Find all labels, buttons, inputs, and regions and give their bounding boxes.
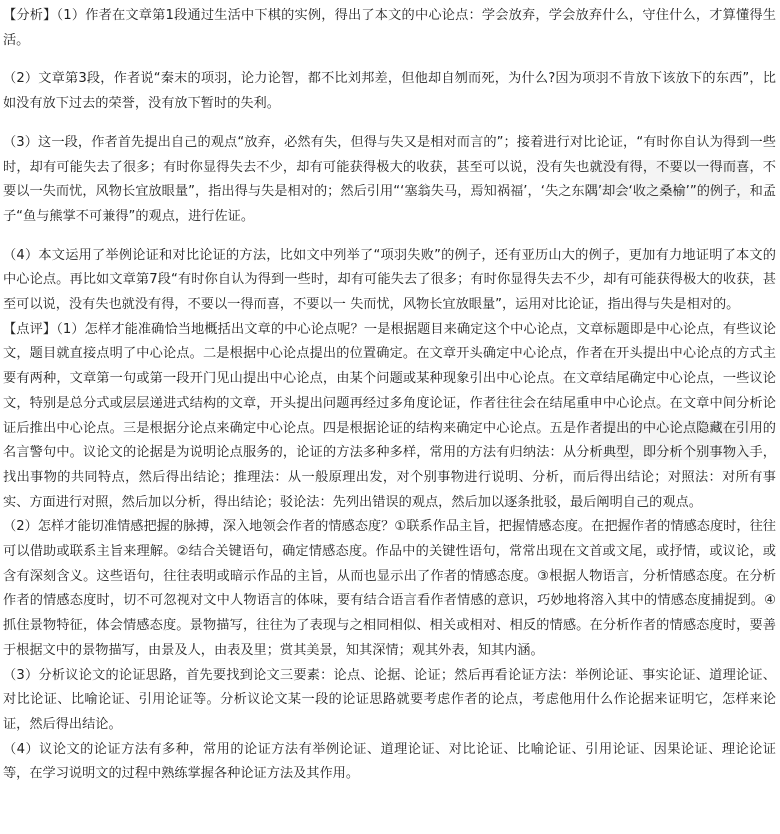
comment-paragraph-1: 【点评】（1）怎样才能准确恰当地概括出文章的中心论点呢？一是根据题目来确定这个中心论点，文章标题即是中心论点，有些议论文，题目就直接点明了中心论点。二是根据中心论点提出的位置确定。在文章开头确定中心论点，作者在开头提出中心论点的方式主要有两种，文章第一句或第一段开门见山提出中心论点，由某个问题或某种现象引出中心论点。在文章结尾确定中心论点，一些议论文，特别是总分式或层层递进式结构的文章，开头提出问题再经过多角度论证，作者往往会在结尾重申中心论点。在文章中间分析论证后推出中心论点。三是根据分论点来确定中心论点。四是根据论证的结构来确定中心论点。五是作者提出的中心论点隐藏在引用的名言警句中。议论文的论据是为说明论点服务的，论证的方法多种多样，常用的方法有归纳法：从分析典型，即分析个别事物入手，找出事物的共同特点，然后得出结论；推理法：从一般原理出发，对个别事物进行说明、分析，而后得出结论；对照法：对所有事实、方面进行对照，然后加以分析，得出结论；驳论法：先列出错误的观点，然后加以逐条批驳，最后阐明自己的观点。: [3, 321, 776, 510]
analysis-paragraph-1: 【分析】（1）作者在文章第1段通过生活中下棋的实例，得出了本文的中心论点：学会放弃，学会放弃什么，守住什么，才算懂得生活。: [3, 8, 776, 48]
analysis-paragraph-2: （2）文章第3段，作者说“秦末的项羽，论力论智，都不比刘邦差，但他却自刎而死，为什么?因为项羽不肯放下该放下的东西”，比如没有放下过去的荣誉，没有放下暂时的失利。: [3, 71, 776, 112]
comment-paragraph-4: （4）议论文的论证方法有多种，常用的论证方法有举例论证、道理论证、对比论证、比喻论证、引用论证、因果论证、理论论证等，在学习说明文的过程中熟练掌握各种论证方法及其作用。: [3, 741, 776, 782]
analysis-paragraph-3: （3）这一段，作者首先提出自己的观点“放弃，必然有失，但得与失又是相对而言的”；接着进行对比论证，“有时你自认为得到一些时，却有可能失去了很多；有时你显得失去不少，却有可能获得极大的收获，甚至可以说，没有失也就没有得，不要以一得而喜，不要以一失而忧，风物长宜放眼量”，指出得与失是相对的；然后引用“‘塞翁失马，焉知祸福’，‘失之东隅’却会‘收之桑榆’”的例子，和孟子“鱼与熊掌不可兼得”的观点，进行佐证。: [3, 134, 776, 224]
comment-paragraph-2: （2）怎样才能切准情感把握的脉搏，深入地领会作者的情感态度？①联系作品主旨，把握情感态度。在把握作者的情感态度时，往往可以借助或联系主旨来理解。②结合关键语句，确定情感态度。作品中的关键性语句，常常出现在文首或文尾，或抒情，或议论，或含有深刻含义。这些语句，往往表明或暗示作品的主旨，从而也显示出了作者的情感态度。③根据人物语言，分析情感态度。在分析作者的情感态度时，切不可忽视对文中人物语言的体味，要有结合语言看作者情感的意识，巧妙地将溶入其中的情感态度捕捉到。④抓住景物特征，体会情感态度。景物描写，往往为了表现与之相同相似、相关或相对、相反的情感。在分析作者的情感态度时，要善于根据文中的景物描写，由景及人，由表及里；赏其美景，知其深情；观其外表，知其内涵。: [3, 519, 776, 658]
analysis-paragraph-4: （4）本文运用了举例论证和对比论证的方法，比如文中列举了“项羽失败”的例子，还有亚历山大的例子，更加有力地证明了本文的中心论点。再比如文章第7段“有时你自认为得到一些时，却有可能失去了很多；有时你显得失去不少，却有可能获得极大的收获，甚至可以说，没有失也就没有得，不要以一得而喜，不要以一 失而忧，风物长宜放眼量”，运用对比论证，指出得与失是相对的。: [3, 247, 776, 313]
comment-paragraph-3: （3）分析议论文的论证思路，首先要找到论文三要素：论点、论据、论证；然后再看论证方法：举例论证、事实论证、道理论证、对比论证、比喻论证、引用论证等。分析议论文某一段的论证思路就要考虑作者的论点，考虑他用什么作论据来证明它，怎样来论证，然后得出结论。: [3, 667, 776, 732]
